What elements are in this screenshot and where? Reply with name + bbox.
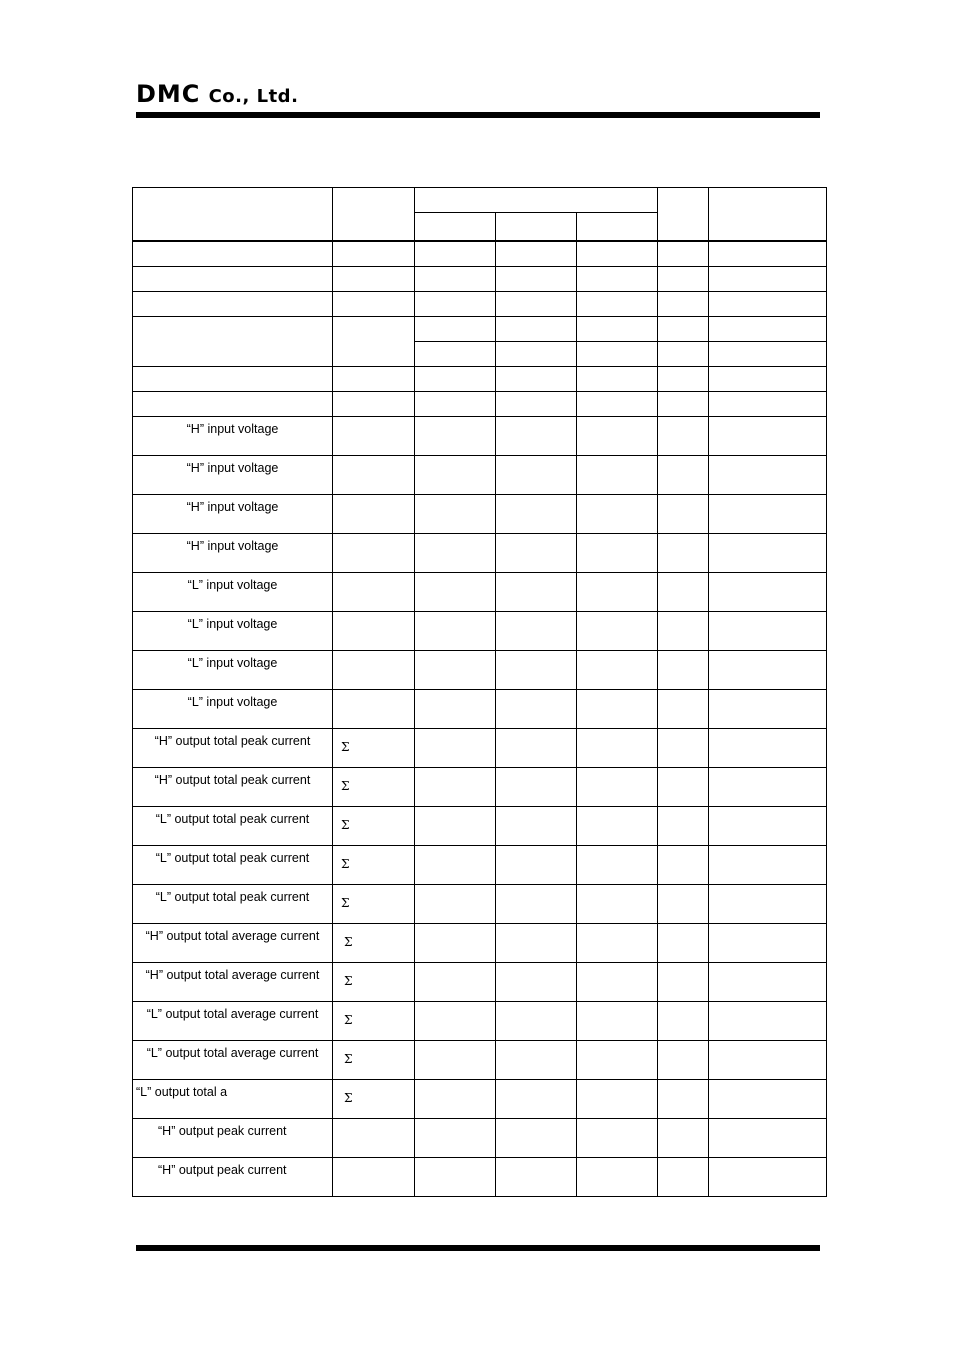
symbol-label: Σ <box>344 1091 353 1105</box>
symbol-label <box>333 573 414 584</box>
symbol-label <box>333 534 414 545</box>
item-label: “L” input voltage <box>187 656 278 670</box>
table-row <box>133 241 827 267</box>
company-logo <box>136 80 298 111</box>
item-label: “L” output total peak current <box>155 812 310 826</box>
table-row <box>133 392 827 417</box>
symbol-label: Σ <box>341 896 350 910</box>
symbol-label <box>333 456 414 467</box>
symbol-label: Σ <box>344 935 353 949</box>
symbol-label: Σ <box>341 857 350 871</box>
footer-rule <box>136 1245 820 1251</box>
symbol-label: Σ <box>341 818 350 832</box>
symbol-label <box>333 495 414 506</box>
table-row <box>133 846 827 885</box>
symbol-label: Σ <box>344 1013 353 1027</box>
table-row <box>133 963 827 1002</box>
item-label: “L” output total average current <box>146 1046 319 1060</box>
table-row <box>133 495 827 534</box>
symbol-label <box>333 1158 414 1169</box>
symbol-label: Σ <box>341 779 350 793</box>
table-row <box>133 1041 827 1080</box>
header-sub-cell <box>577 213 658 242</box>
symbol-label <box>333 1119 414 1130</box>
item-label: “L” output total peak current <box>155 851 310 865</box>
table-row <box>133 1002 827 1041</box>
logo-main-text: DMC <box>136 80 201 108</box>
table-row <box>133 456 827 495</box>
symbol-label <box>333 651 414 662</box>
table-row <box>133 292 827 317</box>
item-label: “H” input voltage <box>186 461 279 475</box>
table-row <box>133 885 827 924</box>
item-label: “H” output total peak current <box>154 734 311 748</box>
table-row <box>133 1158 827 1197</box>
table-row <box>133 924 827 963</box>
table-row <box>133 1119 827 1158</box>
header-rule <box>136 112 820 118</box>
table-row <box>133 690 827 729</box>
item-label: “H” output total average current <box>145 968 320 982</box>
table-row <box>133 573 827 612</box>
symbol-label <box>333 690 414 701</box>
header-rating-group-cell <box>415 188 658 213</box>
item-label: “H” input voltage <box>186 500 279 514</box>
item-label: “H” input voltage <box>186 539 279 553</box>
table-row <box>133 1080 827 1119</box>
item-label: “L” output total average current <box>146 1007 319 1021</box>
header-condition-cell <box>709 188 827 242</box>
symbol-label <box>333 612 414 623</box>
table-row <box>133 612 827 651</box>
table-row <box>133 807 827 846</box>
table-header-row <box>133 188 827 213</box>
table-row <box>133 317 827 342</box>
item-label: “H” input voltage <box>186 422 279 436</box>
table-row <box>133 417 827 456</box>
header-item-cell <box>133 188 333 242</box>
header-sub-cell <box>415 213 496 242</box>
item-label: “L” input voltage <box>187 578 278 592</box>
item-label: “L” output total peak current <box>155 890 310 904</box>
table-row <box>133 651 827 690</box>
item-label: “H” output peak current <box>158 1124 287 1138</box>
item-label: “H” output total peak current <box>154 773 311 787</box>
item-label: “L” input voltage <box>187 695 278 709</box>
item-label: “L” input voltage <box>187 617 278 631</box>
logo-suffix-text: Co., Ltd. <box>208 86 299 107</box>
table-row <box>133 367 827 392</box>
table-row <box>133 729 827 768</box>
specification-table <box>132 187 827 1197</box>
symbol-label <box>333 417 414 428</box>
header-sub-cell <box>496 213 577 242</box>
header-symbol-cell <box>333 188 415 242</box>
table-row <box>133 267 827 292</box>
item-label: “L” output total a <box>136 1085 228 1099</box>
symbol-label: Σ <box>341 740 350 754</box>
header-unit-cell <box>658 188 709 242</box>
symbol-label: Σ <box>344 1052 353 1066</box>
table-row <box>133 534 827 573</box>
item-label: “H” output peak current <box>158 1163 287 1177</box>
item-label: “H” output total average current <box>145 929 320 943</box>
symbol-label: Σ <box>344 974 353 988</box>
table-row <box>133 768 827 807</box>
